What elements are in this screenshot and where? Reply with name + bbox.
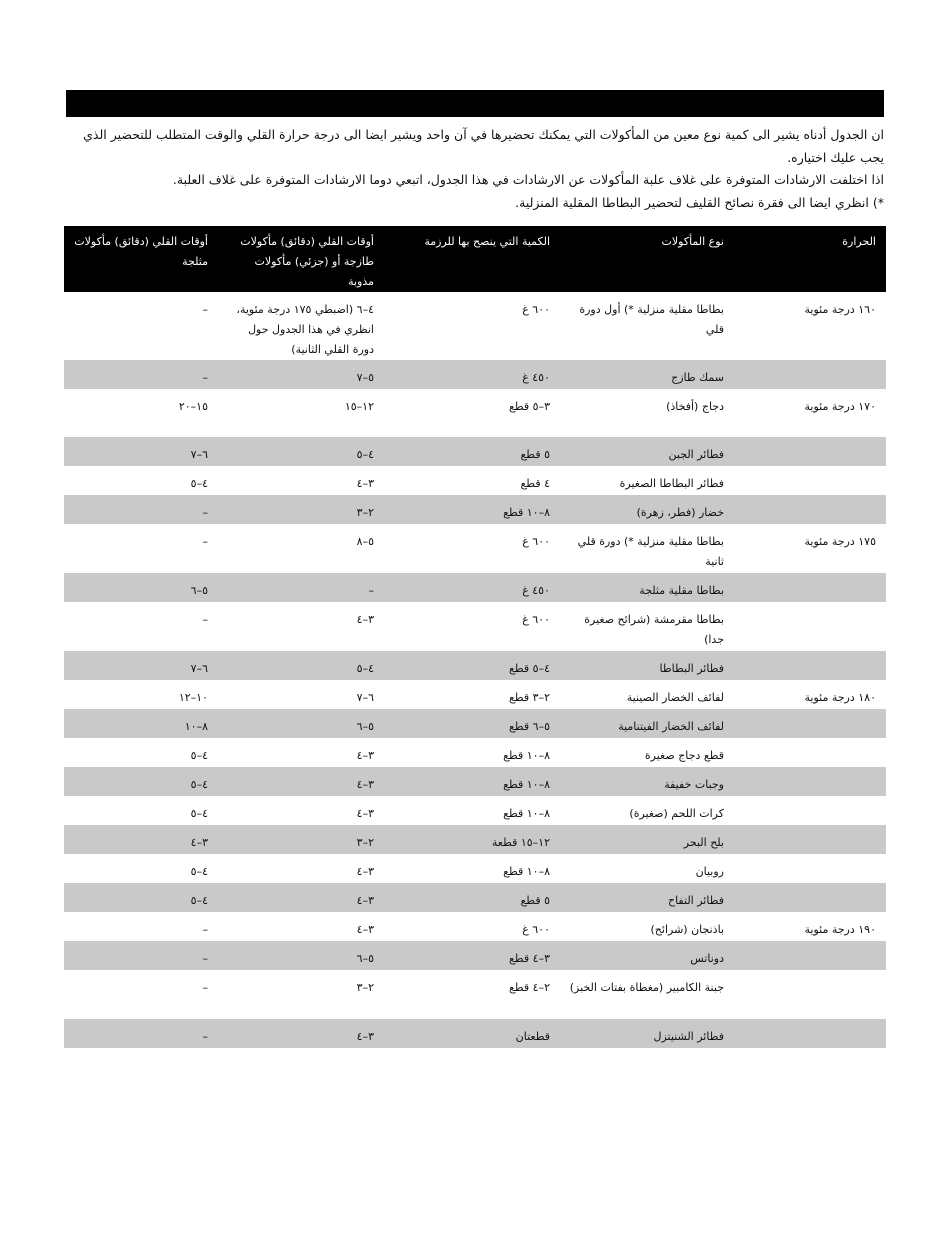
row-quantity: ٨–١٠ قطع [503, 807, 550, 820]
row-food-type: باذنجان (شرائح) [650, 923, 724, 936]
row-fresh-time: ٣–٤ [356, 749, 374, 762]
row-quantity: ٨–١٠ قطع [384, 495, 560, 524]
row-food-type: قطع دجاج صغيرة [644, 749, 724, 762]
row-quantity: ٤٥٠ غ [384, 573, 560, 602]
table-row [64, 796, 886, 825]
header-fresh-time: أوقات القلي (دقائق) مأكولات طازجة أو (جزئي) مأكولات مذوبة [218, 226, 384, 292]
row-food-type: بطاطا مقلية منزلية *) أول دورة قلي [579, 303, 724, 336]
table-row [64, 389, 886, 437]
row-temperature [734, 1019, 886, 1048]
row-fresh-time: ٣–٤ [356, 865, 374, 878]
row-fresh-time: ٢–٣ [218, 495, 384, 524]
row-fresh-time: ٢–٣ [356, 981, 374, 994]
table-row [64, 495, 886, 524]
row-frozen-time: ٤–٥ [64, 883, 218, 912]
row-quantity: ٦٠٠ غ [522, 613, 550, 626]
table-row [64, 680, 886, 709]
row-temperature [734, 495, 886, 524]
row-temperature [734, 854, 886, 883]
row-quantity: ٤–٥ قطع [384, 651, 560, 680]
row-frozen-time: – [202, 613, 208, 626]
table-row [64, 854, 886, 883]
row-fresh-time: ٥–٦ [218, 941, 384, 970]
header-food-type: نوع المأكولات [560, 226, 734, 292]
table-body [64, 292, 886, 1048]
row-temperature [734, 573, 886, 602]
row-quantity: ٥–٦ قطع [384, 709, 560, 738]
row-frozen-time: ١٥–٢٠ [178, 400, 208, 413]
table-row [64, 1019, 886, 1048]
table-row [64, 292, 886, 360]
row-quantity: ٥ قطع [384, 883, 560, 912]
row-fresh-time: ٢–٣ [218, 825, 384, 854]
row-temperature [734, 651, 886, 680]
intro-footnote: *) انظري ايضا الى فقرة نصائح القليف لتحضير البطاطا المقلية المنزلية. [515, 194, 884, 210]
row-quantity: ٨–١٠ قطع [503, 749, 550, 762]
row-temperature [734, 602, 886, 651]
row-fresh-time: ١٢–١٥ [344, 400, 374, 413]
row-food-type: فطائر التفاح [560, 883, 734, 912]
row-quantity: ٢–٤ قطع [509, 981, 550, 994]
row-temperature: ١٩٠ درجة مئوية [804, 923, 876, 936]
row-quantity: ٤ قطع [520, 477, 550, 490]
row-frozen-time: – [202, 535, 208, 548]
row-fresh-time: ٦–٧ [356, 691, 374, 704]
row-quantity: ٣–٥ قطع [509, 400, 550, 413]
row-food-type: دجاج (أفخاذ) [666, 400, 724, 413]
row-frozen-time: ٦–٧ [64, 651, 218, 680]
row-temperature: ١٨٠ درجة مئوية [804, 691, 876, 704]
table-row [64, 466, 886, 495]
row-frozen-time: ٣–٤ [64, 825, 218, 854]
row-quantity: ٦٠٠ غ [522, 303, 550, 316]
row-quantity: ٦٠٠ غ [522, 923, 550, 936]
row-temperature [734, 883, 886, 912]
row-frozen-time: ٤–٥ [190, 865, 208, 878]
row-frozen-time: ٨–١٠ [64, 709, 218, 738]
row-quantity: ٤٥٠ غ [384, 360, 560, 389]
row-food-type: بطاطا مقلية منزلية *) دورة قلي ثانية [577, 535, 724, 568]
row-frozen-time: ٦–٧ [64, 437, 218, 466]
row-food-type: خضار (فطر، زهرة) [560, 495, 734, 524]
row-temperature [734, 709, 886, 738]
row-temperature [734, 825, 886, 854]
row-fresh-time: ٣–٤ [218, 1019, 384, 1048]
row-quantity: قطعتان [384, 1019, 560, 1048]
row-frozen-time: – [64, 360, 218, 389]
row-fresh-time: ٣–٤ [218, 883, 384, 912]
row-temperature: ١٧٥ درجة مئوية [804, 535, 876, 548]
intro-line: ان الجدول أدناه يشير الى كمية نوع معين من المأكولات التي يمكنك تحضيرها في آن واحد ويشير ايضا الى درجة حرارة القلي والوقت المتطلب للتحضير الذي يجب عليك اختياره. [83, 127, 884, 165]
table-row [64, 524, 886, 573]
table-row [64, 573, 886, 602]
row-frozen-time: – [202, 923, 208, 936]
row-fresh-time: ٥–٧ [218, 360, 384, 389]
row-food-type: بطاطا مقلية مثلجة [560, 573, 734, 602]
row-quantity: ٢–٣ قطع [509, 691, 550, 704]
table-row [64, 738, 886, 767]
row-fresh-time: ٣–٤ [356, 613, 374, 626]
row-fresh-time: ٤–٦ (اضبطي ١٧٥ درجة مئوية، انظري في هذا الجدول حول دورة القلي الثانية) [236, 303, 374, 356]
row-food-type: بلح البحر [560, 825, 734, 854]
row-food-type: لفائف الخضار الفيتنامية [560, 709, 734, 738]
table-row [64, 941, 886, 970]
row-quantity: ٨–١٠ قطع [384, 767, 560, 796]
row-fresh-time: ٥–٦ [218, 709, 384, 738]
title-bar [66, 90, 884, 117]
row-temperature [734, 796, 886, 825]
row-temperature [734, 466, 886, 495]
table-row [64, 651, 886, 680]
row-temperature: ١٦٠ درجة مئوية [804, 303, 876, 316]
row-fresh-time: – [218, 573, 384, 602]
table-row [64, 360, 886, 389]
row-fresh-time: ٣–٤ [356, 807, 374, 820]
row-food-type: سمك طازج [560, 360, 734, 389]
row-frozen-time: ٤–٥ [64, 767, 218, 796]
table-header-row [64, 226, 886, 292]
row-fresh-time: ٤–٥ [218, 437, 384, 466]
header-temperature: الحرارة [734, 226, 886, 292]
row-quantity: ١٢–١٥ قطعة [384, 825, 560, 854]
row-food-type: وجبات خفيفة [560, 767, 734, 796]
row-temperature [734, 941, 886, 970]
row-frozen-time: ٥–٦ [64, 573, 218, 602]
row-temperature: ١٧٠ درجة مئوية [804, 400, 876, 413]
row-fresh-time: ٥–٨ [356, 535, 374, 548]
table-row [64, 437, 886, 466]
row-frozen-time: – [64, 1019, 218, 1048]
table-row [64, 912, 886, 941]
row-quantity: ٣–٤ قطع [384, 941, 560, 970]
table-row [64, 825, 886, 854]
row-frozen-time: ٤–٥ [190, 807, 208, 820]
row-fresh-time: ٣–٤ [356, 477, 374, 490]
row-fresh-time: ٣–٤ [356, 923, 374, 936]
row-quantity: ٥ قطع [384, 437, 560, 466]
table-row [64, 883, 886, 912]
table-row [64, 767, 886, 796]
header-quantity: الكمية التي ينصح بها للرزمة [384, 226, 560, 292]
row-temperature [734, 360, 886, 389]
row-food-type: روبيان [695, 865, 724, 878]
row-frozen-time: – [202, 303, 208, 316]
row-food-type: فطائر الجبن [560, 437, 734, 466]
row-fresh-time: ٣–٤ [218, 767, 384, 796]
row-frozen-time: – [64, 495, 218, 524]
row-frozen-time: ٤–٥ [190, 477, 208, 490]
row-temperature [734, 437, 886, 466]
row-frozen-time: – [64, 941, 218, 970]
row-frozen-time: – [202, 981, 208, 994]
intro-text [78, 124, 884, 214]
intro-line: اذا اختلفت الارشادات المتوفرة على غلاف علبة المأكولات عن الارشادات في هذا الجدول، اتبعي دوما الارشادات المتوفرة على غلاف العلبة. [172, 172, 884, 187]
table-row [64, 709, 886, 738]
row-food-type: دوناتس [560, 941, 734, 970]
row-fresh-time: ٤–٥ [218, 651, 384, 680]
header-frozen-time: أوقات القلي (دقائق) مأكولات مثلجة [64, 226, 218, 292]
row-food-type: فطائر البطاطا الصغيرة [619, 477, 724, 490]
row-food-type: كرات اللحم (صغيرة) [629, 807, 724, 820]
row-temperature [734, 767, 886, 796]
table-row [64, 602, 886, 651]
row-temperature [734, 738, 886, 767]
row-food-type: جبنة الكامبير (مغطاة بفتات الخبز) [569, 981, 724, 994]
row-food-type: فطائر البطاطا [560, 651, 734, 680]
row-quantity: ٨–١٠ قطع [503, 865, 550, 878]
table-row [64, 970, 886, 1019]
row-frozen-time: ٤–٥ [190, 749, 208, 762]
row-food-type: بطاطا مقرمشة (شرائح صغيرة جدا) [584, 613, 724, 646]
row-temperature [734, 970, 886, 1019]
row-food-type: لفائف الخضار الصينية [626, 691, 724, 704]
frying-table [64, 226, 886, 1048]
row-frozen-time: ١٠–١٢ [178, 691, 208, 704]
row-quantity: ٦٠٠ غ [522, 535, 550, 548]
row-food-type: فطائر الشنيتزل [560, 1019, 734, 1048]
